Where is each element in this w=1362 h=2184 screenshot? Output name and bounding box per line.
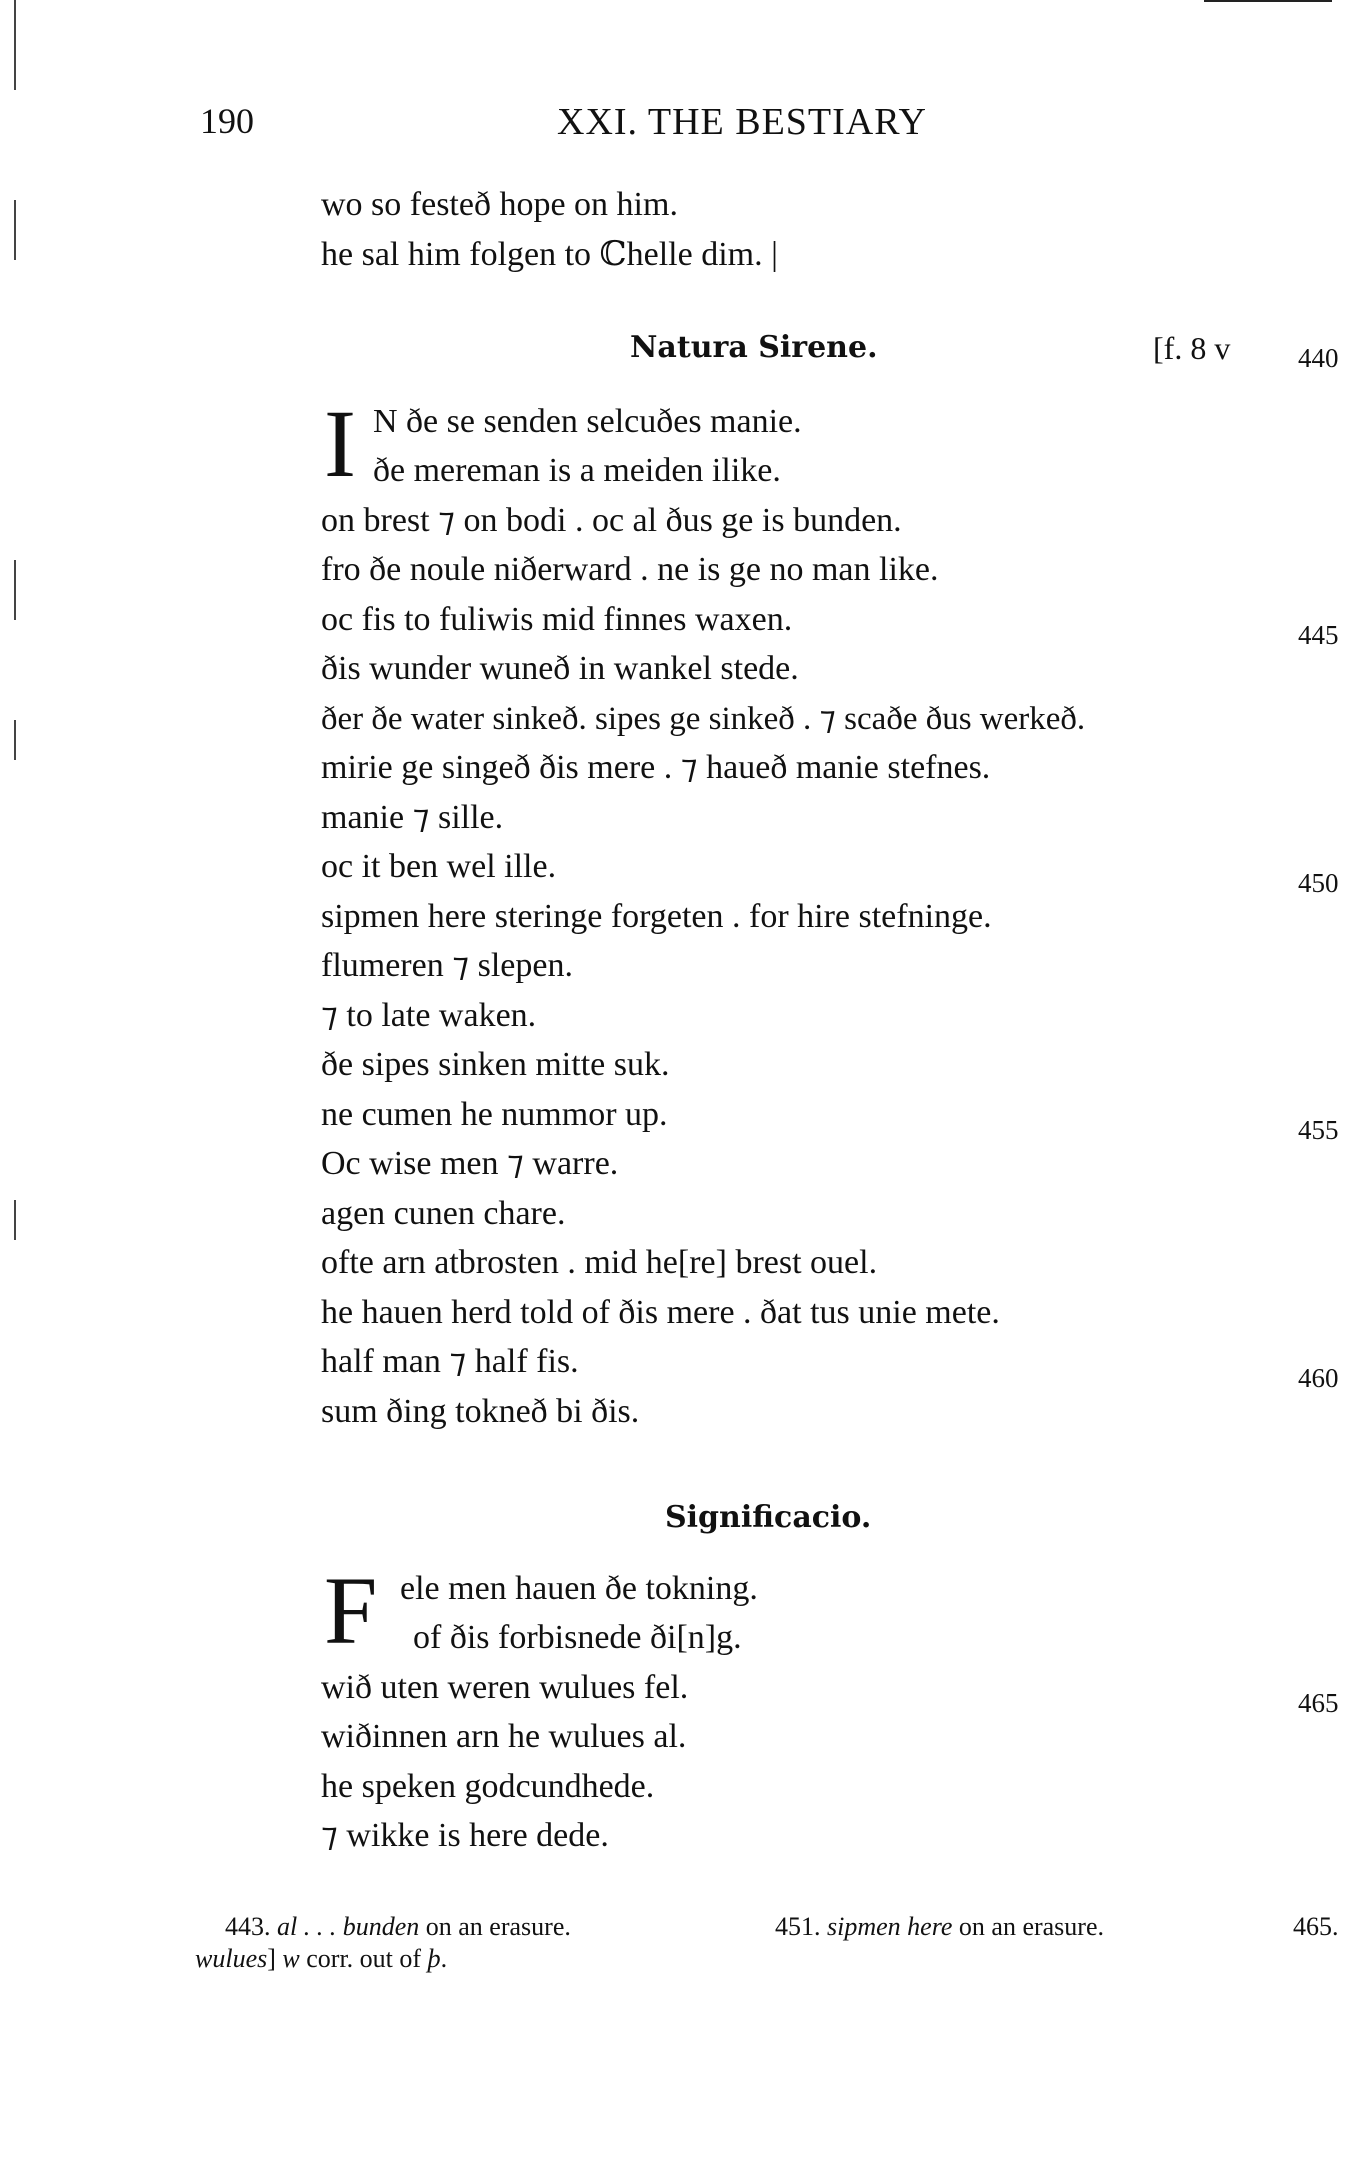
verse-line: sum ðing tokneð bi ðis. bbox=[321, 1393, 640, 1430]
footnote-465-number: 465. bbox=[1293, 1912, 1339, 1941]
verse-line: he sal him folgen to ℂhelle dim. | bbox=[321, 236, 778, 273]
verse-line: flumeren ⁊ slepen. bbox=[321, 947, 573, 984]
verse-line: manie ⁊ sille. bbox=[321, 799, 504, 836]
verse-line: ofte arn atbrosten . mid he[re] brest ouel. bbox=[321, 1244, 878, 1281]
verse-line: he hauen herd told of ðis mere . ðat tus unie mete. bbox=[321, 1294, 1000, 1331]
line-number: 455 bbox=[1298, 1115, 1339, 1145]
verse-line: ⁊ to late waken. bbox=[321, 997, 537, 1034]
verse-line: he speken godcundhede. bbox=[321, 1768, 655, 1805]
running-title: XXI. THE BESTIARY bbox=[557, 101, 927, 143]
line-number: 460 bbox=[1298, 1363, 1339, 1393]
line-number: 450 bbox=[1298, 868, 1339, 898]
verse-line: on brest ⁊ on bodi . oc al ðus ge is bunden. bbox=[321, 502, 902, 539]
margin-mark bbox=[14, 0, 16, 90]
line-number: 445 bbox=[1298, 620, 1339, 650]
verse-line: sipmen here steringe forgeten . for hire stefninge. bbox=[321, 898, 992, 935]
running-head bbox=[0, 100, 1362, 150]
folio-reference: [f. 8 v bbox=[1153, 330, 1231, 366]
verse-line: wið uten weren wulues fel. bbox=[321, 1669, 689, 1706]
verse-line: fro ðe noule niðerward . ne is ge no man like. bbox=[321, 551, 939, 588]
verse-line: ðe mereman is a meiden ilike. bbox=[373, 452, 781, 489]
section-heading: Natura Sirene. bbox=[630, 330, 878, 365]
footnote-465: wulues] w corr. out of þ. bbox=[195, 1944, 448, 1973]
margin-mark bbox=[14, 720, 16, 760]
margin-mark bbox=[14, 560, 16, 620]
verse-line: mirie ge singeð ðis mere . ⁊ haueð manie stefnes. bbox=[321, 749, 991, 786]
edge-rule bbox=[1204, 0, 1332, 2]
verse-line: wiðinnen arn he wulues al. bbox=[321, 1718, 687, 1755]
verse-line: ⁊ wikke is here dede. bbox=[321, 1817, 609, 1854]
verse-line: oc it ben wel ille. bbox=[321, 848, 557, 885]
verse-line: of ðis forbisnede ði[n]g. bbox=[413, 1619, 742, 1656]
margin-mark bbox=[14, 200, 16, 260]
verse-line: N ðe se senden selcuðes manie. bbox=[373, 403, 802, 440]
footnote-443: 443. al . . . bunden on an erasure. bbox=[225, 1912, 571, 1941]
margin-mark bbox=[14, 1200, 16, 1240]
footnote-451: 451. sipmen here on an erasure. bbox=[775, 1912, 1105, 1941]
verse-line: ðis wunder wuneð in wankel stede. bbox=[321, 650, 799, 687]
page-number: 190 bbox=[200, 101, 254, 141]
line-number: 465 bbox=[1298, 1688, 1339, 1718]
line-number: 440 bbox=[1298, 343, 1339, 373]
verse-line: ðe sipes sinken mitte suk. bbox=[321, 1046, 670, 1083]
verse-line: oc fis to fuliwis mid finnes waxen. bbox=[321, 601, 793, 638]
verse-line: ele men hauen ðe tokning. bbox=[400, 1570, 758, 1607]
drop-cap: I bbox=[324, 390, 356, 497]
section-heading: Significacio. bbox=[665, 1500, 872, 1535]
verse-line: agen cunen chare. bbox=[321, 1195, 566, 1232]
verse-line: half man ⁊ half fis. bbox=[321, 1343, 579, 1380]
drop-cap: F bbox=[324, 1557, 378, 1664]
verse-line: ðer ðe water sinkeð. sipes ge sinkeð . ⁊ scaðe ðus werkeð. bbox=[321, 701, 1086, 737]
verse-line: Oc wise men ⁊ warre. bbox=[321, 1145, 619, 1182]
verse-line: wo so festeð hope on him. bbox=[321, 186, 678, 223]
verse-line: ne cumen he nummor up. bbox=[321, 1096, 668, 1133]
